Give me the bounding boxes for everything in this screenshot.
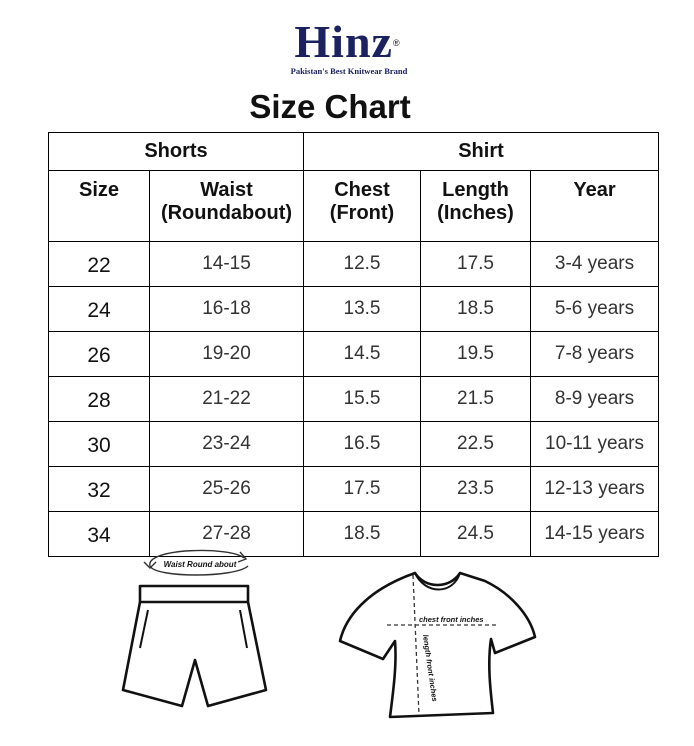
table-cell: 12-13 years [531, 467, 659, 512]
table-cell: 28 [49, 377, 150, 422]
column-header-size [49, 171, 150, 242]
group-header-shirt: Shirt [304, 133, 659, 171]
table-cell: 27-28 [150, 512, 304, 557]
shirt-diagram [335, 565, 545, 725]
column-header-chest [304, 171, 421, 242]
group-header-shorts: Shorts [49, 133, 304, 171]
table-cell: 16.5 [304, 422, 421, 467]
table-cell: 3-4 years [531, 242, 659, 287]
table-cell: 10-11 years [531, 422, 659, 467]
column-header-line: Length [442, 179, 509, 201]
table-cell: 17.5 [421, 242, 531, 287]
column-header-line: (Inches) [437, 202, 514, 224]
column-header-line: Waist [200, 179, 253, 201]
table-cell: 14-15 [150, 242, 304, 287]
table-cell: 23.5 [421, 467, 531, 512]
table-cell: 16-18 [150, 287, 304, 332]
logo-wordmark: Hinz [294, 16, 393, 67]
table-cell: 32 [49, 467, 150, 512]
column-header-line: (Front) [329, 202, 395, 224]
table-cell: 23-24 [150, 422, 304, 467]
table-row [49, 377, 659, 422]
table-cell: 25-26 [150, 467, 304, 512]
table-cell: 26 [49, 332, 150, 377]
table-row [49, 422, 659, 467]
logo-tagline: Pakistan's Best Knitwear Brand [290, 66, 408, 76]
table-cell: 19-20 [150, 332, 304, 377]
table-cell: 24.5 [421, 512, 531, 557]
column-header-waist [150, 171, 304, 242]
column-header-line: Year [573, 179, 616, 201]
table-cell: 34 [49, 512, 150, 557]
shorts-diagram [120, 540, 280, 710]
table-cell: 13.5 [304, 287, 421, 332]
group-header-row [49, 133, 659, 171]
table-cell: 30 [49, 422, 150, 467]
column-header-line: Chest [334, 179, 390, 201]
table-cell: 5-6 years [531, 287, 659, 332]
length-label: length front inches [421, 634, 440, 703]
table-body [49, 242, 659, 557]
table-row [49, 287, 659, 332]
table-row [49, 467, 659, 512]
column-header-line: (Roundabout) [160, 202, 293, 224]
table-cell: 18.5 [421, 287, 531, 332]
registered-mark: ® [392, 38, 400, 48]
table-cell: 7-8 years [531, 332, 659, 377]
page-title: Size Chart [249, 88, 411, 125]
table-cell: 15.5 [304, 377, 421, 422]
shorts-outline [123, 586, 266, 706]
table-row [49, 332, 659, 377]
table-cell: 14.5 [304, 332, 421, 377]
table-cell: 22.5 [421, 422, 531, 467]
size-chart-table [48, 132, 659, 557]
table-cell: 8-9 years [531, 377, 659, 422]
waist-label: Waist Round about [163, 560, 237, 569]
table-cell: 17.5 [304, 467, 421, 512]
table-row [49, 242, 659, 287]
column-header-year [531, 171, 659, 242]
table-cell: 24 [49, 287, 150, 332]
table-cell: 21-22 [150, 377, 304, 422]
table-cell: 14-15 years [531, 512, 659, 557]
table-cell: 18.5 [304, 512, 421, 557]
column-header-row [49, 171, 659, 242]
column-header-line: Size [78, 179, 120, 201]
table-cell: 22 [49, 242, 150, 287]
brand-logo [0, 18, 694, 76]
table-cell: 21.5 [421, 377, 531, 422]
column-header-length [421, 171, 531, 242]
chest-label: chest front inches [419, 615, 484, 624]
table-cell: 12.5 [304, 242, 421, 287]
measure-lines [387, 575, 497, 715]
table-cell: 19.5 [421, 332, 531, 377]
